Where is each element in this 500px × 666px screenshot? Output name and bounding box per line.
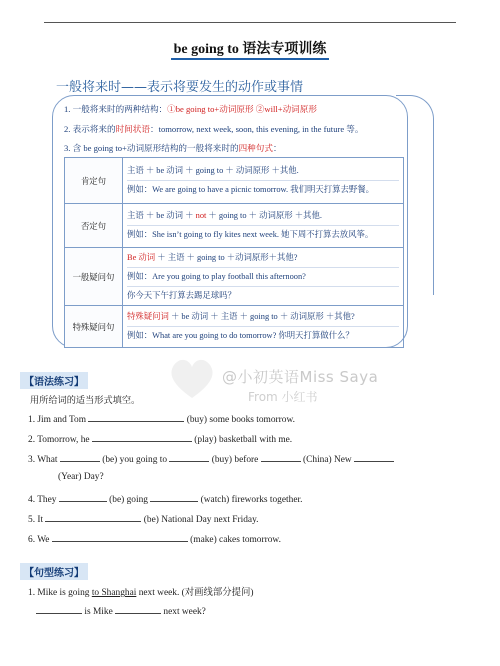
- q-text: next week. (对画线部分提问): [138, 588, 254, 598]
- rule-1-prefix: 1. 一般将来时的两种结构：: [64, 104, 168, 114]
- formula-part-b: ＋ going to ＋ 动词原形 ＋其他.: [208, 211, 322, 220]
- question-3: [28, 452, 394, 465]
- q-text: 1. Jim and Tom: [28, 415, 87, 425]
- rule-1-structure-b: ②will+动词原形: [255, 104, 317, 114]
- row-label: 肯定句: [65, 158, 123, 204]
- q-text: 5. It: [28, 515, 44, 525]
- formula: [127, 308, 399, 327]
- table-row-negative: [65, 204, 404, 248]
- row-content: [123, 306, 404, 348]
- formula-rest: ＋ 主语 ＋ going to ＋动词原形＋其他?: [157, 252, 298, 262]
- question-6: [28, 532, 281, 545]
- formula-be: Be 动词: [127, 252, 156, 262]
- answer-blank[interactable]: [36, 604, 82, 614]
- answer-blank[interactable]: [52, 532, 188, 542]
- formula-not: not: [195, 211, 207, 220]
- answer-blank[interactable]: [92, 432, 192, 442]
- example: 例如：She isn’t going to fly kites next week. 她下周不打算去放风筝。: [127, 230, 374, 239]
- q-text: (be) going: [109, 495, 148, 505]
- answer-blank[interactable]: [169, 452, 209, 462]
- rule-1-structure-a: ①be going to+动词原形: [167, 104, 254, 114]
- answer-blank[interactable]: [59, 492, 107, 502]
- rule-2: [64, 123, 364, 135]
- underlined-phrase: to Shanghai: [91, 588, 137, 598]
- q-text: is Mike: [84, 607, 113, 617]
- question-2: [28, 432, 292, 445]
- rule-3: [64, 142, 282, 154]
- q-text: 2. Tomorrow, he: [28, 435, 90, 445]
- q-text: (make) cakes tomorrow.: [190, 535, 281, 545]
- exercise-instruction: 用所给词的适当形式填空。: [30, 395, 141, 406]
- formula-rest: ＋ be 动词 ＋ 主语 ＋ going to ＋ 动词原形 ＋其他?: [170, 312, 355, 321]
- sentence-answer-1: [36, 604, 206, 617]
- answer-blank[interactable]: [60, 452, 100, 462]
- example: 例如：We are going to have a picnic tomorrow. 我们明天打算去野餐。: [127, 185, 374, 194]
- formula-wh: 特殊疑问词: [127, 312, 169, 321]
- q-text: (be) National Day next Friday.: [143, 515, 259, 525]
- table-row-yes-no-question: [65, 248, 404, 306]
- answer-blank[interactable]: [150, 492, 198, 502]
- example: 例如：What are you going to do tomorrow? 你明天打算做什么？: [127, 331, 354, 340]
- rule-2-rest: ：tomorrow, next week, soon, this evening, in the future 等。: [149, 124, 364, 134]
- translation: 你今天下午打算去踢足球吗？: [127, 290, 236, 300]
- rule-3-end: ：: [272, 143, 282, 153]
- watermark-source: From 小红书: [248, 390, 318, 404]
- row-label: 否定句: [65, 204, 123, 248]
- watermark-text: @小初英语Miss Saya: [222, 368, 379, 386]
- row-content: [123, 158, 404, 204]
- row-label: 特殊疑问句: [65, 306, 123, 348]
- formula: [127, 207, 399, 226]
- sentence-exercise-heading: 【句型练习】: [20, 563, 88, 580]
- title-underline: [171, 58, 329, 60]
- question-3-continued: (Year) Day?: [58, 472, 104, 482]
- question-1: [28, 412, 295, 425]
- page-title: be going to 语法专项训练: [173, 42, 327, 57]
- answer-blank[interactable]: [45, 512, 141, 522]
- q-text: 3. What: [28, 455, 58, 465]
- top-rule: [44, 22, 456, 23]
- grammar-exercise-heading: 【语法练习】: [20, 372, 88, 389]
- row-content: [123, 248, 404, 306]
- rule-3-prefix: 3. 含 be going to+动词原形结构的一般将来时的: [64, 143, 239, 153]
- q-text: 6. We: [28, 535, 50, 545]
- formula-part-a: 主语 ＋ be 动词 ＋: [127, 211, 194, 220]
- q-text: (China) New: [303, 455, 352, 465]
- table-row-wh-question: [65, 306, 404, 348]
- rule-3-highlight: 四种句式: [238, 143, 273, 153]
- q-text: 4. They: [28, 495, 57, 505]
- formula: [127, 249, 399, 268]
- answer-blank[interactable]: [354, 452, 394, 462]
- rule-2-prefix: 2. 表示将来的: [64, 124, 116, 134]
- question-5: [28, 512, 259, 525]
- rule-2-highlight: 时间状语: [115, 124, 150, 134]
- q-text: (buy) some books tomorrow.: [186, 415, 295, 425]
- row-label: 一般疑问句: [65, 248, 123, 306]
- answer-blank[interactable]: [88, 412, 184, 422]
- row-content: [123, 204, 404, 248]
- q-text: next week?: [163, 607, 206, 617]
- answer-blank[interactable]: [115, 604, 161, 614]
- section-subtitle: 一般将来时——表示将要发生的动作或事情: [56, 80, 304, 95]
- table-row-affirmative: [65, 158, 404, 204]
- q-text: (buy) before: [211, 455, 259, 465]
- formula: 主语 ＋ be 动词 ＋ going to ＋ 动词原形 ＋其他.: [127, 162, 399, 181]
- sentence-pattern-table: [64, 157, 404, 348]
- example: 例如：Are you going to play football this afternoon?: [127, 268, 399, 287]
- rule-1: [64, 103, 317, 115]
- q-text: (play) basketball with me.: [194, 435, 293, 445]
- heart-watermark-icon: [168, 356, 216, 400]
- q-text: 1. Mike is going: [28, 588, 90, 598]
- q-text: (be) you going to: [102, 455, 168, 465]
- answer-blank[interactable]: [261, 452, 301, 462]
- sentence-question-1: [28, 584, 254, 598]
- question-4: [28, 492, 302, 505]
- q-text: (watch) fireworks together.: [200, 495, 303, 505]
